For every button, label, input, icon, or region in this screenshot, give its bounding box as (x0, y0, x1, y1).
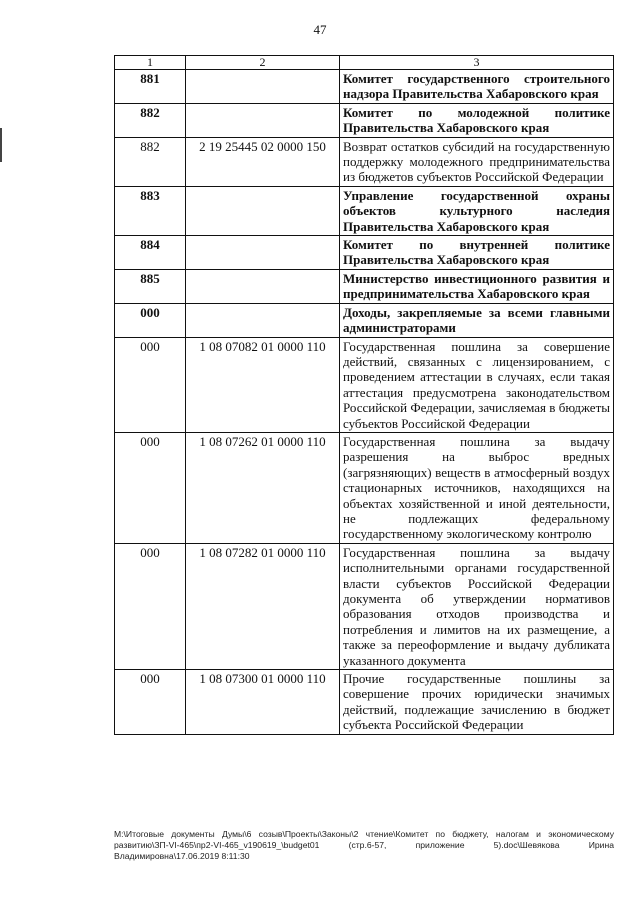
table-row (115, 103, 614, 137)
revenue-code-cell (186, 236, 340, 270)
revenue-code-cell (186, 303, 340, 337)
admin-code-cell: 884 (115, 236, 186, 270)
revenue-code-cell (186, 70, 340, 104)
table-row (115, 337, 614, 432)
table-header-row (115, 56, 614, 70)
table-row (115, 670, 614, 735)
table-row (115, 70, 614, 104)
revenue-code-cell (186, 186, 340, 235)
revenue-code-cell (186, 103, 340, 137)
admin-code-cell: 885 (115, 269, 186, 303)
table-row (115, 186, 614, 235)
revenue-name-cell: Управление государственной охраны объектов культурного наследия Правительства Хабаровского края (340, 186, 614, 235)
revenue-code-cell: 1 08 07282 01 0000 110 (186, 543, 340, 669)
table-row (115, 303, 614, 337)
revenue-name-cell: Государственная пошлина за выдачу исполнительными органами государственной власти субъектов Российской Федерации документа об утверждении нормативов образования отходов производства и потребления и лимитов на их размещение, а также за переоформление и выдачу дубликата указанного документа (340, 543, 614, 669)
document-path-footer: M:\Итоговые документы Думы\6 созыв\Проекты\Законы\2 чтение\Комитет по бюджету, налогам и экономическому развитию\ЗП-VI-465\пр2-VI-465_v190619_\budget01 (стр.6-57, приложение 5).doc\Шевякова Ирина Владимировна\17.06.2019 8:11:30 (114, 829, 614, 861)
column-header: 2 (186, 56, 340, 70)
revenue-code-cell: 1 08 07300 01 0000 110 (186, 670, 340, 735)
table-row (115, 543, 614, 669)
revenue-code-cell: 1 08 07262 01 0000 110 (186, 432, 340, 543)
admin-code-cell: 883 (115, 186, 186, 235)
revenue-name-cell: Прочие государственные пошлины за совершение прочих юридически значимых действий, подлежащие зачислению в бюджет субъекта Российской Федерации (340, 670, 614, 735)
revenue-name-cell: Доходы, закрепляемые за всеми главными администраторами (340, 303, 614, 337)
table-row (115, 137, 614, 186)
admin-code-cell: 000 (115, 432, 186, 543)
revenue-code-cell: 1 08 07082 01 0000 110 (186, 337, 340, 432)
revenue-name-cell: Комитет государственного строительного надзора Правительства Хабаровского края (340, 70, 614, 104)
table-row (115, 432, 614, 543)
revenue-code-cell (186, 269, 340, 303)
table-row (115, 236, 614, 270)
revenue-name-cell: Государственная пошлина за выдачу разрешения на выброс вредных (загрязняющих) веществ в атмосферный воздух стационарных источников, находящихся на объектах хозяйственной и иной деятельности, не подлежащих федеральному государственному экологическому контролю (340, 432, 614, 543)
admin-code-cell: 882 (115, 103, 186, 137)
admin-code-cell: 881 (115, 70, 186, 104)
revenue-name-cell: Комитет по молодежной политике Правительства Хабаровского края (340, 103, 614, 137)
page-number: 47 (313, 22, 327, 37)
revenue-name-cell: Государственная пошлина за совершение действий, связанных с лицензированием, с проведением аттестации в случаях, если такая аттестация предусмотрена законодательством Российской Федерации, зачисляемая в бюджеты субъектов Российской Федерации (340, 337, 614, 432)
revenue-name-cell: Комитет по внутренней политике Правительства Хабаровского края (340, 236, 614, 270)
revenue-administrators-table (114, 55, 614, 735)
admin-code-cell: 000 (115, 303, 186, 337)
admin-code-cell: 000 (115, 543, 186, 669)
revenue-code-cell: 2 19 25445 02 0000 150 (186, 137, 340, 186)
margin-mark (0, 128, 2, 162)
admin-code-cell: 000 (115, 337, 186, 432)
admin-code-cell: 882 (115, 137, 186, 186)
revenue-name-cell: Возврат остатков субсидий на государственную поддержку молодежного предпринимательства из бюджетов субъектов Российской Федерации (340, 137, 614, 186)
revenue-name-cell: Министерство инвестиционного развития и предпринимательства Хабаровского края (340, 269, 614, 303)
column-header: 3 (340, 56, 614, 70)
table-row (115, 269, 614, 303)
column-header: 1 (115, 56, 186, 70)
admin-code-cell: 000 (115, 670, 186, 735)
